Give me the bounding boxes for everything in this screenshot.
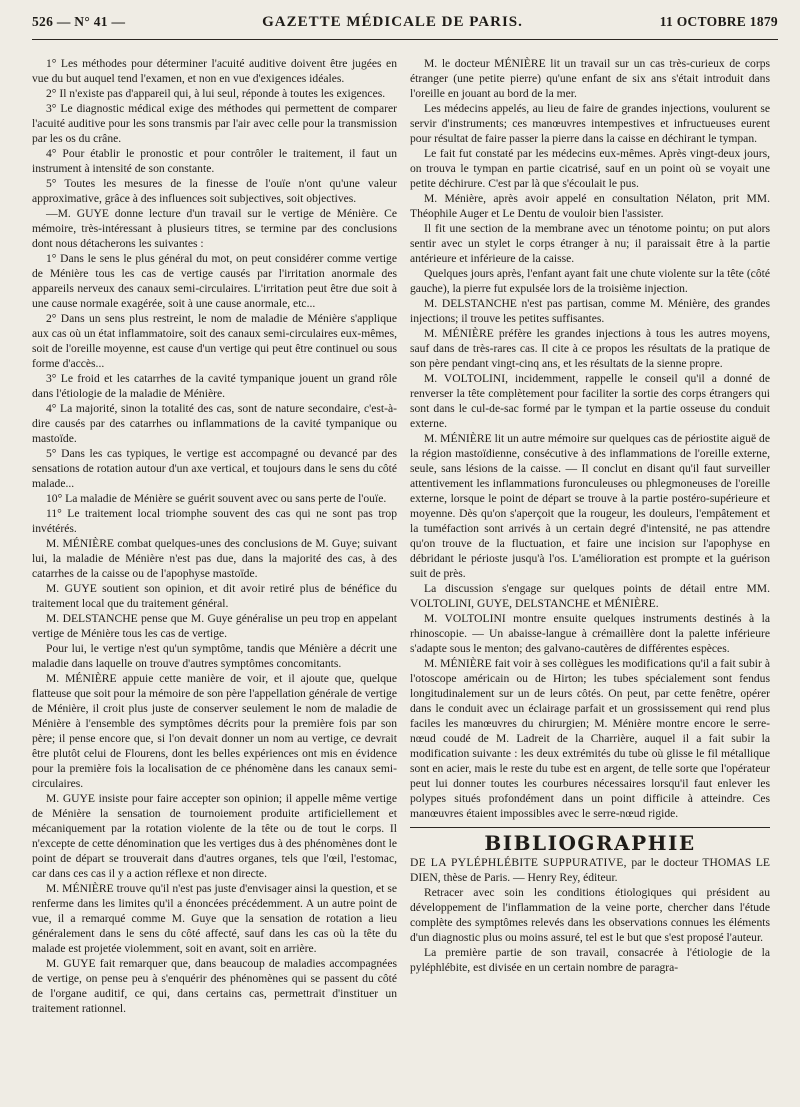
issue-date: 11 OCTOBRE 1879	[659, 14, 778, 29]
paragraph: 2° Dans un sens plus restreint, le nom de maladie de Ménière s'applique aux cas où un état inflammatoire, soit des canaux semi-circulaires eux-mêmes, soit de l'oreille moyenne, est cause d'un vertige qui peut être continuel ou sous forme d'accès...	[32, 312, 397, 370]
paragraph: M. MÉNIÈRE préfère les grandes injections à tous les autres moyens, sauf dans de très-rares cas. Il cite à ce propos les résultats de la pratique de son père pendant vingt-cinq ans, et les résultats de la sienne propre.	[410, 327, 770, 370]
paragraph: Le fait fut constaté par les médecins eux-mêmes. Après vingt-deux jours, on trouva le tympan en partie cicatrisé, sauf en un point où se voyait une petite déchirure. C'est par là que s'écoulait le pus.	[410, 147, 770, 190]
paragraph: M. GUYE insiste pour faire accepter son opinion; il appelle même vertige de Ménière la sensation de tournoiement produite artificiellement et mécaniquement par la rotation violente de la tête ou de tout le corps. Il n'excepte de cette dénomination que les vertiges dus à des phénomènes dont le point de départ se trouverait dans d'autres organes, tels que l'œil, l'estomac, car dans ces cas il y a action réflexe et non directe.	[32, 792, 397, 880]
paragraph: M. MÉNIÈRE appuie cette manière de voir, et il ajoute que, quelque flatteuse que soit pour la mémoire de son père l'appellation générale de vertige de Ménière, il croit plus juste de conserver seulement le nom de maladie de Ménière à l'ensemble des symptômes décrits pour la première fois par son père; il pense encore que, si l'on devait donner un nom au vertige, ce devrait être plutôt celui de Flourens, dont les belles expériences ont mis en évidence pour la première fois la localisation de ce phénomène dans les canaux semi-circulaires.	[32, 672, 397, 790]
paragraph: M. DELSTANCHE n'est pas partisan, comme M. Ménière, des grandes injections; il trouve les petites suffisantes.	[410, 297, 770, 325]
right-column	[410, 56, 770, 1102]
page-number: 526 — N° 41 —	[32, 14, 126, 29]
paragraph: M. MÉNIÈRE trouve qu'il n'est pas juste d'envisager ainsi la question, et se renferme dans les limites qu'il a énoncées précédemment. A un autre point de vue, il a remarqué comme M. Guye que la sensation de rotation a lieu généralement dans le sens du côté affecté, sauf dans les cas où la tête du malade est projetée violemment, soit en avant, soit en arrière.	[32, 882, 397, 955]
review-paragraph: Retracer avec soin les conditions étiologiques qui président au développement de l'inflammation de la veine porte, chercher dans l'étude complète des symptômes relevés dans les observations connues les éléments d'un diagnostic plus ou moins assuré, tel est le but que s'est proposé l'auteur.	[410, 886, 770, 944]
paragraph: 2° Il n'existe pas d'appareil qui, à lui seul, réponde à toutes les exigences.	[46, 87, 386, 100]
page-header	[32, 14, 778, 40]
paragraph: 1° Les méthodes pour déterminer l'acuité auditive doivent être jugées en vue du but auquel tend l'examen, et non en vue d'exigences idéales.	[32, 57, 397, 85]
thesis-title: DE LA PYLÉPHLÉBITE SUPPURATIVE,	[410, 856, 627, 869]
paragraph: M. VOLTOLINI, incidemment, rappelle le conseil qu'il a donné de renverser la tête complètement pour faciliter la sortie des corps étrangers qui sont dans le cul-de-sac formé par le tympan et la partie osseuse du conduit externe.	[410, 372, 770, 430]
paragraph: 1° Dans le sens le plus général du mot, on peut considérer comme vertige de Ménière tous les cas de vertige causés par l'irritation anormale des appareils nerveux des canaux semi-circulaires. L'irritation peut être due soit à une cause normale exagérée, soit à une cause anormale, etc...	[32, 252, 397, 310]
thesis-author: par le docteur THOMAS LE DIEN, thèse de Paris. — Henry Rey, éditeur.	[410, 856, 770, 884]
paragraph: La discussion s'engage sur quelques points de détail entre MM. VOLTOLINI, GUYE, DELSTANCHE et MÉNIÈRE.	[410, 582, 770, 610]
paragraph: 11° Le traitement local triomphe souvent des cas qui ne sont pas trop invétérés.	[32, 507, 397, 535]
paragraph: M. le docteur MÉNIÈRE lit un travail sur un cas très-curieux de corps étranger (une petite pierre) qu'une enfant de six ans s'était introduit dans l'oreille en jouant au bord de la mer.	[410, 57, 770, 100]
paragraph: Pour lui, le vertige n'est qu'un symptôme, tandis que Ménière a décrit une maladie dans laquelle on trouve d'autres symptômes concomitants.	[32, 642, 397, 670]
paragraph: 5° Toutes les mesures de la finesse de l'ouïe n'ont qu'une valeur approximative, grâce à des influences soit subjectives, soit objectives.	[32, 177, 397, 205]
paragraph: 3° Le diagnostic médical exige des méthodes qui permettent de comparer l'acuité auditive pour les sons transmis par l'air avec celle pour la transmission par les os du crâne.	[32, 102, 397, 145]
paragraph: 3° Le froid et les catarrhes de la cavité tympanique jouent un grand rôle dans l'étiologie de la maladie de Ménière.	[32, 372, 397, 400]
paragraph: M. GUYE soutient son opinion, et dit avoir retiré plus de bénéfice du traitement local que du traitement général.	[32, 582, 397, 610]
paragraph: M. VOLTOLINI montre ensuite quelques instruments destinés à la rhinoscopie. — Un abaisse-langue à crémaillère dont la palette inférieure s'adapte sous le menton; des galvano-cautères de différentes espèces.	[410, 612, 770, 655]
journal-title: GAZETTE MÉDICALE DE PARIS.	[262, 14, 523, 30]
section-divider	[410, 827, 770, 828]
paragraph: 5° Dans les cas typiques, le vertige est accompagné ou devancé par des sensations de rotation autour d'un axe vertical, et toujours dans le sens du côté malade...	[32, 447, 397, 490]
paragraph: M. GUYE fait remarquer que, dans beaucoup de maladies accompagnées de vertige, on pense peu à s'enquérir des phénomènes qui se passent du côté de l'organe auditif, ce qui, dans certains cas, permettrait d'instituer un traitement rationnel.	[32, 957, 397, 1015]
left-column	[32, 56, 397, 1102]
paragraph: Il fit une section de la membrane avec un ténotome pointu; on put alors sentir avec un stylet le corps étranger à nu; il paraissait être à la partie antérieure et inférieure de la caisse.	[410, 222, 770, 265]
paragraph: Quelques jours après, l'enfant ayant fait une chute violente sur la tête (côté gauche), la pierre fut expulsée lors de la troisième injection.	[410, 267, 770, 295]
paragraph: 10° La maladie de Ménière se guérit souvent avec ou sans perte de l'ouïe.	[46, 492, 387, 505]
paragraph: —M. GUYE donne lecture d'un travail sur le vertige de Ménière. Ce mémoire, très-intéressant à plusieurs titres, se termine par des conclusions dont nous détacherons les suivantes :	[32, 207, 397, 250]
paragraph: M. MÉNIÈRE fait voir à ses collègues les modifications qu'il a fait subir à l'otoscope américain ou de Hirton; les tubes spécialement sont fendus longitudinalement sur un de leurs côtés. On peut, par cette fenêtre, opérer dans le conduit avec un éclairage parfait et un grossissement qui rend plus faciles les manœuvres du chirurgien; M. Ménière montre encore le serre-nœud coudé de M. Ladreit de la Charrière, auquel il a fait subir la modification suivante : les deux extrémités du tube où glisse le fil métallique sont en acier, mais le reste du tube est en argent, de telle sorte que l'opérateur peut lui donner toutes les courbures nécessaires lorsqu'il faut enlever les polypes situés profondément dans un point difficile à atteindre. Ces manœuvres étaient impossibles avec le serre-nœud rigide.	[410, 657, 770, 820]
paragraph: 4° Pour établir le pronostic et pour contrôler le traitement, il faut un instrument à intensité de son constante.	[32, 147, 397, 175]
paragraph: 4° La majorité, sinon la totalité des cas, sont de nature secondaire, c'est-à-dire causés par des catarrhes ou inflammations de la cavité tympanique ou mastoïde.	[32, 402, 397, 445]
bibliography-citation	[410, 855, 770, 885]
paragraph: Les médecins appelés, au lieu de faire de grandes injections, voulurent se servir d'instruments; ces manœuvres intempestives et infructueuses eurent pour résultat de faire passer la pierre dans la caisse en déchirant le tympan.	[410, 102, 770, 145]
paragraph: M. MÉNIÈRE combat quelques-unes des conclusions de M. Guye; suivant lui, la maladie de Ménière n'est pas due, dans la majorité des cas, à des catarrhes de la caisse ou de l'apophyse mastoïde.	[32, 537, 397, 580]
paragraph: M. DELSTANCHE pense que M. Guye généralise un peu trop en appelant vertige de Ménière tous les cas de vertige.	[32, 612, 397, 640]
bibliography-heading: BIBLIOGRAPHIE	[484, 831, 696, 855]
review-paragraph: La première partie de son travail, consacrée à l'étiologie de la pyléphlébite, est divisée en un certain nombre de paragra-	[410, 946, 770, 974]
text-columns	[32, 56, 778, 1102]
paragraph: M. MÉNIÈRE lit un autre mémoire sur quelques cas de périostite aiguë de la région mastoïdienne, consécutive à des inflammations de l'oreille externe, seule, sans lésions de la caisse. — Il conclut en disant qu'il faut surveiller attentivement les inflammations furonculeuses ou phlegmoneuses de l'oreille externe, lorsque le point de départ se trouve à la partie postéro-supérieure et moyenne. Dès qu'on s'aperçoit que la rougeur, les douleurs, l'empâtement et la tuméfaction sont arrivés à un certain degré d'intensité, ne pas attendre qu'on trouve de la fluctuation, et faire une incision sur l'apophyse en débridant le périoste jusqu'à l'os. L'amélioration est prompte et la guérison suit de près.	[410, 432, 770, 580]
paragraph: M. Ménière, après avoir appelé en consultation Nélaton, prit MM. Théophile Auger et Le Dentu de vouloir bien l'assister.	[410, 192, 770, 220]
